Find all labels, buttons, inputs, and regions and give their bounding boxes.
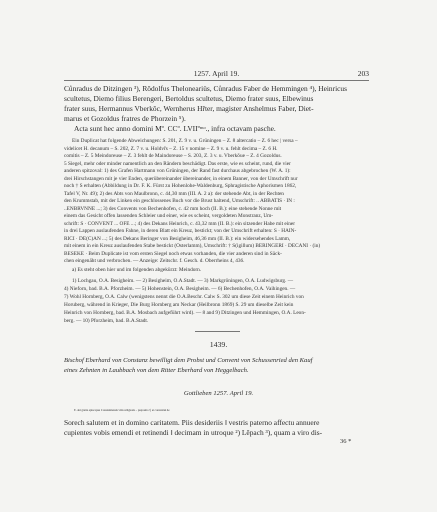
note-line: ..ENBRVNNE ...; 3) des Convents von Bechenhofen, c. 42 mm hoch (II. B.): eine stehende Nonne mit <box>64 205 282 212</box>
note-line: schrift: S · CONVENT ... OFE ...; 4) des Dekans Heinrich, c. 43,32 mm (II. B.): ein sitzender Habe mit einer <box>64 220 296 227</box>
note-line: den Krummstab, mit der Linken ein geschlossenes Buch vor die Brust haltend, Umschrift: .. ABBATIS · IN : <box>64 198 295 204</box>
header-rule <box>64 80 369 81</box>
footnote-line: berg. — 10) Pforzheim, bad. B.A.Stadt. <box>64 318 149 324</box>
note-line: comitis – Z. 5 Meindoreuse – Z. 3 fehlt de Maindoreuse – S. 203, Z. 3 v. u. Vberkǒue – Z. 4 Gozoldus. <box>64 153 282 159</box>
acta-line: Acta sunt hec anno domini Mº. CCº. LVIIºᵐᵒ., infra octavam pasche. <box>74 124 276 133</box>
footnote-line: 1) Lochgau, O.A. Besigheim. — 2) Besigheim, O.A.Stadt. — 3) Markgröningen, O.A. Ludwigsburg. — <box>72 278 294 284</box>
note-line: chen eingenäht und verbrochen. — Anzeige: Zeitschr. f. Gesch. d. Oberrheins 4, 436. <box>64 258 245 264</box>
note-line: Ein Duplicat hat folgende Abweichungen: S. 201, Z. 9 v. u. Grüningen – Z. 8 altercatio – Z. 6 hec | versa – <box>72 138 298 144</box>
page-number: 203 <box>357 69 369 78</box>
text-line: Cůnradus de Ditzingen ³), Rǒdolfus Theloneariüs, Cůnradus Faber de Hemmingen ⁴), Heinricus <box>64 84 347 93</box>
header-date: 1257. April 19. <box>193 69 240 78</box>
footnote-line: 4) Nieforn, bad. B.A. Pforzheim. — 5) Hohenstein, O.A. Besigheim. — 6) Bechenhofen, O.A. Vaihingen. — <box>64 286 296 292</box>
note-line: 5 Siegel, mehr oder minder namentlich an den Rändern beschädigt. Das erste, wie es scheint, rund, die vier <box>64 160 291 167</box>
note-line: drei Hirschstangen mit je vier Enden, querübereinander übereinander, in einem Banner, von der Umschrift nur <box>64 175 298 182</box>
document-number: 1439. <box>209 340 228 349</box>
text-line: frater suus, Hermannus Vberkǒc, Wernherus Hřter, magister Anshelmus Faber, Diet- <box>64 104 314 113</box>
place-date: Gottlieben 1257. April 19. <box>183 390 254 397</box>
text-line: marus et Gozoldus fratres de Phorzein ⁵). <box>64 114 186 123</box>
summary-line: eines Zehnten in Laubbach von dem Ritter Eberhard von Heggelbach. <box>64 367 249 374</box>
note-line: in drei Lappen auslaufenden Fahne, in deren Blatt ein Kreuz, bestickt; von der Umschrift erhalten: S · HAIN- <box>64 228 297 234</box>
note-line: einem das Gesicht offen lassenden Schleier und einer, wie es scheint, vergoldeten Monstranz, Um- <box>64 213 274 219</box>
summary-line: Bischof Eberhard von Constanz bewilligt dem Probst und Convent von Schussenried den Kauf <box>64 357 313 364</box>
note-line: RICI · DE(C)AN ...; 5) des Dekans Beringer von Besigheim, 46,36 mm (II. B.): ein widersehendes Lamm, <box>64 235 291 242</box>
section-divider <box>195 331 240 332</box>
footnote-line: Heinrich von Hornberg, bad. B.A. Mosbach aufgeführt wird). — 8 and 9) Ditzingen und Hemmingen, O.A. Leon- <box>64 310 306 316</box>
note-line: noch † S erhalten (Abbildung in Dr. F. K. Fürst zu Hohenlohe-Waldenburg, Sphragistische Aphorismen 1862, <box>64 183 297 189</box>
note-line: mit einem in ein Kreuz auslaufenden Stabe bestickt (Osterlamm), Umschrift: † S(igillum) BERINGERI · DECANI · (in) <box>64 243 321 249</box>
running-header <box>64 69 369 79</box>
text-line: scultetus, Diemo filius Berengeri, Bertoldus scultetus, Diemo frater suus, Elbewinus <box>64 94 314 103</box>
note-line: videlicet H. decanum – S. 202, Z. 7 v. u. Holdvřs – Z. 15 v nomine – Z. 9 v. u. fehlt decima – Z. 6 H. <box>64 145 278 152</box>
footnote-line: a) Es steht oben hier und im folgenden abgekürzt: Meindorn. <box>72 267 202 273</box>
footnote-line: 7) Wohl Hornberg, O.A. Calw (wenigstens nennt die O.A.Beschr. Calw S. 302 um diese Zeit einem Heinrich von <box>64 294 304 300</box>
charter-line: Sorech salutem et in domino caritatem. Piis desideriis ‖ vestris paterno affectu annuere <box>64 418 320 427</box>
note-line: Tafel V, Nr. 49); 2) des Abts von Maulbronn, c. 44,30 mm (III. A. 2 a): der stehende Abt, in der Rechten <box>64 190 284 197</box>
footnote-line: Horuberg, während in Krieger, Die Burg Hornberg am Neckar (Heilbronn 1869) S. 29 um dieselbe Zeit kein <box>64 302 294 308</box>
charter-line: cupientes vobis emendi et retinendi ‖ decimam in utroque ²) Lěpach ³), quam a viro dis- <box>64 428 323 437</box>
note-line: anderen spitzoval: 1) des Grafen Hartmann von Grüningen, der Rand fast durchaus abgebrochen (W. A. 1): <box>64 168 291 174</box>
note-line: BESEKE · Beim Duplicate ist vom ersten Siegel noch etwas vorhanden, die vier anderen sind in Säck- <box>64 250 282 257</box>
charter-line: E. dei gratia episcopus Constantiensis viris religiosis .. preposito ¹) et conventui de <box>74 408 170 412</box>
signature-mark: 36 * <box>340 438 352 445</box>
